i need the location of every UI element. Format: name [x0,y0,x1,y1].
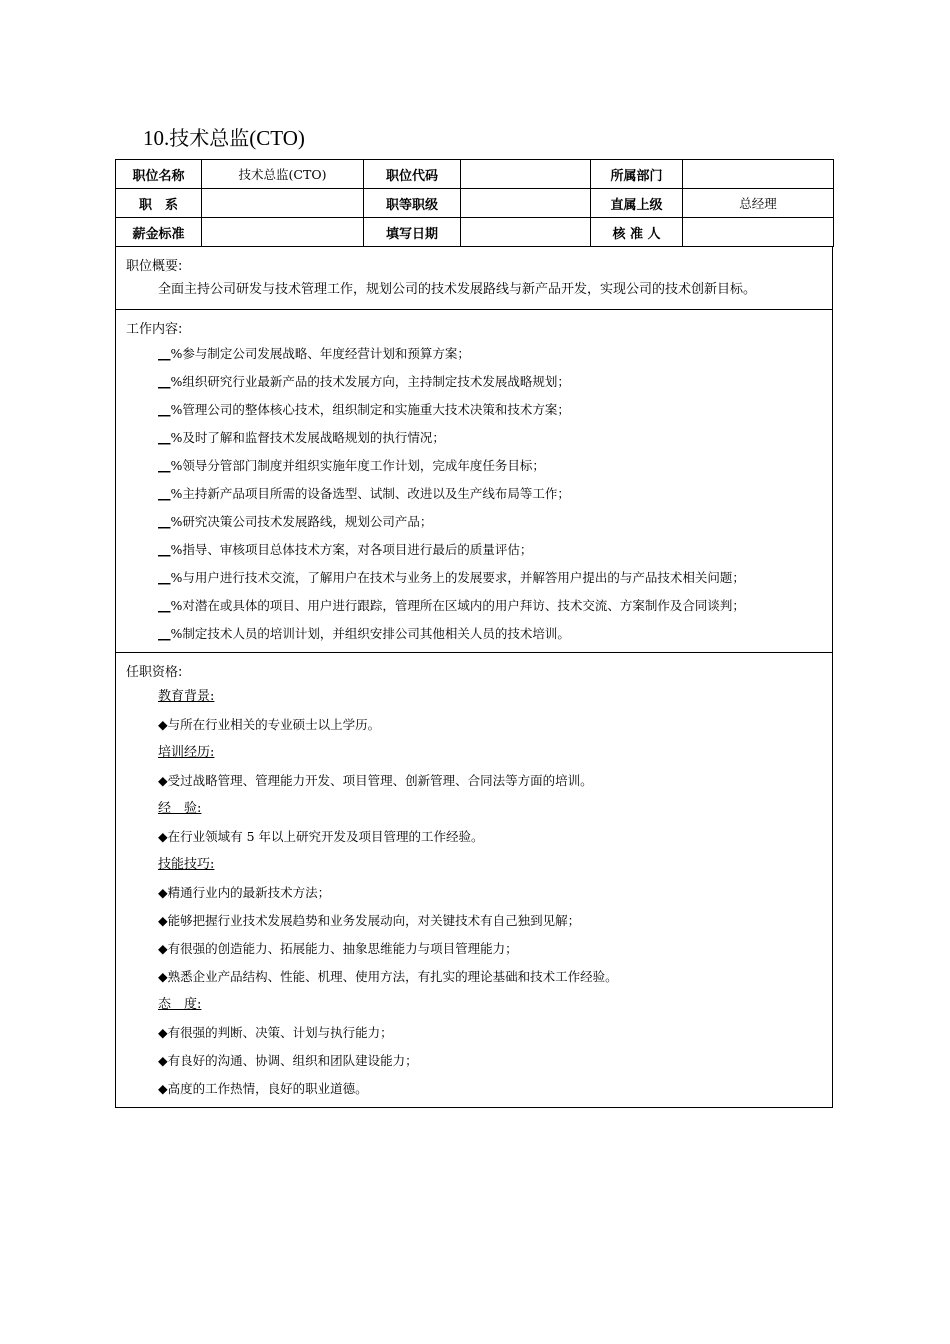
diamond-bullet-icon: ◆ [158,1081,168,1096]
qualification-text: 有很强的创造能力、拓展能力、抽象思维能力与项目管理能力； [167,941,518,956]
duty-item [116,396,832,424]
position-name-label: 职位名称 [116,160,202,189]
qualification-label-colon: : [210,857,215,872]
duty-item [116,480,832,508]
qualification-label-text: 态 度 [158,997,198,1012]
qualification-experience-label [116,795,832,823]
diamond-bullet-icon: ◆ [158,969,168,984]
grade-value [461,189,591,218]
position-name-value: 技术总监(CTO) [202,160,364,189]
qualification-label-text: 教育背景 [158,689,211,704]
duty-text: 对潜在或具体的项目、用户进行跟踪，管理所在区域内的用户拜访、技术交流、方案制作及合同谈判； [182,598,745,613]
duty-blank: __ [158,626,171,641]
qualification-text: 能够把握行业技术发展趋势和业务发展动向，对关键技术有自己独到见解； [167,913,581,928]
header-row-2 [116,189,834,218]
duty-percent: % [170,514,183,529]
qualification-item [116,767,832,795]
duty-text: 参与制定公司发展战略、年度经营计划和预算方案； [182,346,470,361]
header-table [115,159,834,247]
duty-blank: __ [158,430,171,445]
qualification-label-text: 经 验 [158,801,198,816]
qualification-text: 高度的工作热情，良好的职业道德。 [167,1081,368,1096]
qualification-text: 有良好的沟通、协调、组织和团队建设能力； [167,1053,418,1068]
qualification-label-text: 技能技巧 [158,857,211,872]
diamond-bullet-icon: ◆ [158,773,168,788]
duty-percent: % [170,486,183,501]
diamond-bullet-icon: ◆ [158,941,168,956]
qualification-text: 在行业领域有 5 年以上研究开发及项目管理的工作经验。 [167,829,484,844]
diamond-bullet-icon: ◆ [158,1025,168,1040]
position-code-label: 职位代码 [364,160,461,189]
summary-heading: 职位概要: [126,259,183,274]
qualification-education-label [116,683,832,711]
qualification-attitude-label [116,991,832,1019]
qualification-label-colon: : [197,997,202,1012]
page-title [143,122,305,151]
department-value [683,160,834,189]
duty-text: 指导、审核项目总体技术方案，对各项目进行最后的质量评估； [182,542,533,557]
duty-percent: % [170,542,183,557]
duty-blank: __ [158,542,171,557]
title-code: (CTO) [249,126,305,150]
duty-percent: % [170,402,183,417]
qualification-item [116,711,832,739]
duty-blank: __ [158,598,171,613]
qualification-item [116,907,832,935]
qualification-label-colon: : [210,689,215,704]
qualification-skills-label [116,851,832,879]
duty-item [116,368,832,396]
duty-text: 主持新产品项目所需的设备选型、试制、改进以及生产线布局等工作； [182,486,570,501]
duty-text: 研究决策公司技术发展路线，规划公司产品； [182,514,433,529]
grade-label: 职等职级 [364,189,461,218]
diamond-bullet-icon: ◆ [158,913,168,928]
duty-text: 管理公司的整体核心技术，组织制定和实施重大技术决策和技术方案； [182,402,570,417]
title-name: 技术总监 [169,126,250,150]
diamond-bullet-icon: ◆ [158,717,168,732]
header-row-1 [116,160,834,189]
approver-value [683,218,834,247]
title-number: 10. [143,126,170,150]
qualifications-list [116,679,832,1103]
qualification-text: 熟悉企业产品结构、性能、机理、使用方法，有扎实的理论基础和技术工作经验。 [167,969,618,984]
duty-percent: % [170,598,183,613]
qualifications-section [115,653,833,1108]
duty-blank: __ [158,402,171,417]
qualification-item [116,963,832,991]
duty-item [116,424,832,452]
duty-item [116,592,832,620]
duty-blank: __ [158,514,171,529]
position-code-value [461,160,591,189]
duty-percent: % [170,458,183,473]
duty-text: 与用户进行技术交流，了解用户在技术与业务上的发展要求，并解答用户提出的与产品技术相关问题； [182,570,745,585]
qualification-label-colon: : [210,745,215,760]
qualification-text: 精通行业内的最新技术方法； [167,885,331,900]
qualification-label-text: 培训经历 [158,745,211,760]
summary-section [115,247,833,310]
job-family-value [202,189,364,218]
duty-percent: % [170,346,183,361]
duty-item [116,340,832,368]
qualification-item [116,879,832,907]
duty-percent: % [170,374,183,389]
duty-text: 领导分管部门制度并组织实施年度工作计划，完成年度任务目标； [182,458,545,473]
duties-heading: 工作内容: [126,322,183,337]
diamond-bullet-icon: ◆ [158,829,168,844]
diamond-bullet-icon: ◆ [158,885,168,900]
duty-text: 组织研究行业最新产品的技术发展方向，主持制定技术发展战略规划； [182,374,570,389]
duties-section [115,310,833,653]
duty-blank: __ [158,570,171,585]
header-row-3 [116,218,834,247]
qualification-text: 受过战略管理、管理能力开发、项目管理、创新管理、合同法等方面的培训。 [167,773,593,788]
duty-blank: __ [158,346,171,361]
supervisor-label: 直属上级 [591,189,683,218]
fill-date-value [461,218,591,247]
salary-label: 薪金标准 [116,218,202,247]
job-description-form [115,159,833,1108]
qualification-item [116,823,832,851]
salary-value [202,218,364,247]
diamond-bullet-icon: ◆ [158,1053,168,1068]
summary-text: 全面主持公司研发与技术管理工作，规划公司的技术发展路线与新产品开发，实现公司的技术创新目标。 [158,282,757,297]
duty-item [116,508,832,536]
job-family-label: 职 系 [116,189,202,218]
approver-label: 核 准 人 [591,218,683,247]
duty-item [116,452,832,480]
duty-percent: % [170,626,183,641]
qualification-item [116,1047,832,1075]
duty-percent: % [170,570,183,585]
department-label: 所属部门 [591,160,683,189]
duty-percent: % [170,430,183,445]
duty-text: 及时了解和监督技术发展战略规划的执行情况； [182,430,445,445]
duty-item [116,536,832,564]
duties-list [116,336,832,648]
qualification-text: 有很强的判断、决策、计划与执行能力； [167,1025,393,1040]
duty-item [116,564,832,592]
qualification-item [116,935,832,963]
qualification-item [116,1075,832,1103]
duty-blank: __ [158,458,171,473]
supervisor-value: 总经理 [683,189,834,218]
qualification-text: 与所在行业相关的专业硕士以上学历。 [167,717,381,732]
qualifications-heading: 任职资格: [126,665,183,680]
fill-date-label: 填写日期 [364,218,461,247]
qualification-label-colon: : [197,801,202,816]
duty-blank: __ [158,374,171,389]
duty-item [116,620,832,648]
duty-text: 制定技术人员的培训计划，并组织安排公司其他相关人员的技术培训。 [182,626,570,641]
qualification-item [116,1019,832,1047]
duty-blank: __ [158,486,171,501]
qualification-training-label [116,739,832,767]
